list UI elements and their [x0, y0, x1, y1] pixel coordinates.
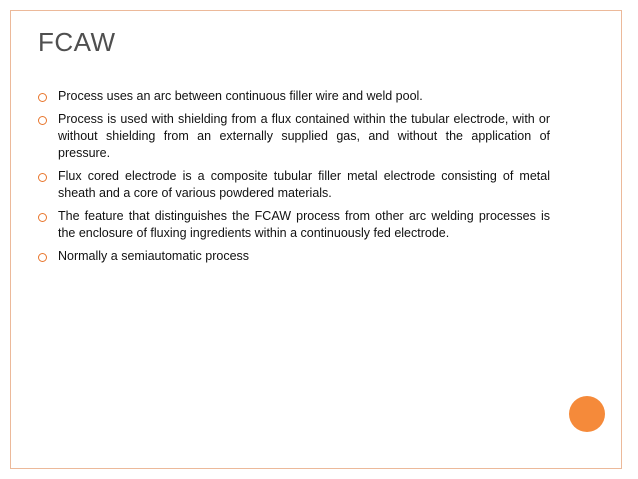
ring-bullet-icon — [38, 93, 47, 102]
bullet-item — [38, 168, 550, 202]
bullet-item — [38, 88, 550, 105]
ring-bullet-icon — [38, 213, 47, 222]
bullet-item — [38, 248, 550, 265]
bullet-list — [38, 88, 550, 271]
bullet-text: Flux cored electrode is a composite tubular filler metal electrode consisting of metal sheath and a core of various powdered materials. — [58, 169, 550, 200]
ring-bullet-icon — [38, 253, 47, 262]
ring-bullet-icon — [38, 116, 47, 125]
bullet-text: Process uses an arc between continuous filler wire and weld pool. — [58, 89, 423, 103]
bullet-text: The feature that distinguishes the FCAW process from other arc welding processes is the enclosure of fluxing ingredients within a continuously fed electrode. — [58, 209, 550, 240]
bullet-item — [38, 208, 550, 242]
bullet-item — [38, 111, 550, 162]
ring-bullet-icon — [38, 173, 47, 182]
accent-circle-icon — [569, 396, 605, 432]
slide-title: FCAW — [38, 27, 116, 57]
bullet-text: Process is used with shielding from a flux contained within the tubular electrode, with or without shielding from an externally supplied gas, and without the application of pressure. — [58, 112, 550, 160]
bullet-text: Normally a semiautomatic process — [58, 249, 250, 263]
